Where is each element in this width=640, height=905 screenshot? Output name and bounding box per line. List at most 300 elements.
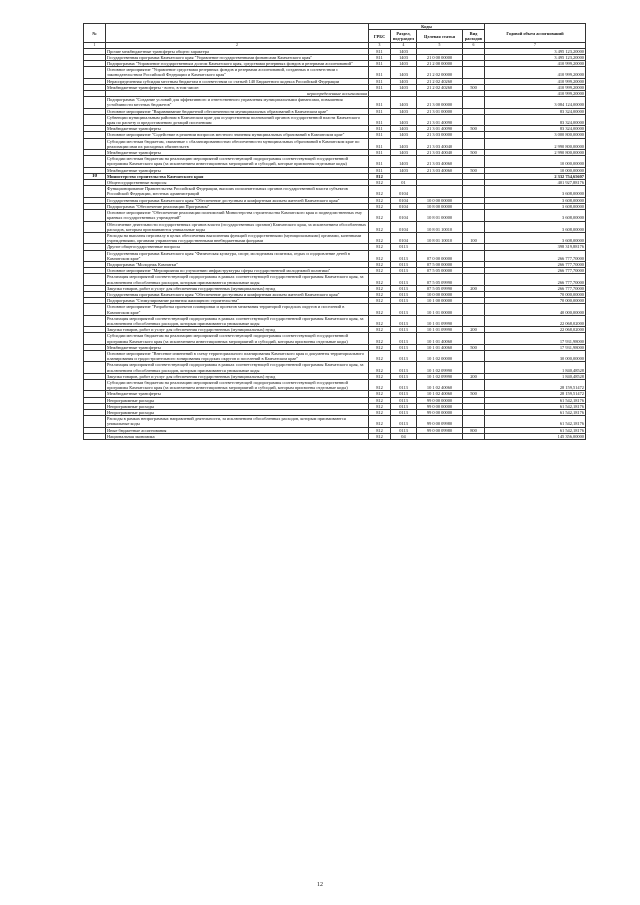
row-name: Основное мероприятие "Содействие в решении вопросов местного значения муниципальных образований в Камчатском крае": [106, 132, 369, 138]
col-vr: Вид расходов: [463, 30, 485, 43]
row-number: [84, 274, 106, 285]
column-index-cell: 7: [485, 43, 586, 48]
row-amount: 17 931,98000: [485, 344, 586, 350]
row-target: 10 1 01 40060: [417, 344, 463, 350]
row-amount: 3 608,00000: [485, 186, 586, 197]
row-name: Основное мероприятие "Обеспечение реализации полномочий Министерства строительства Камчатского края и подведомственных ему краевых государственных учреждений": [106, 210, 369, 221]
row-grbs: 812: [369, 232, 391, 243]
row-name: Непрограммные расходы: [106, 397, 369, 403]
row-target: 10 1 02 40060: [417, 391, 463, 397]
row-vid: [463, 379, 485, 390]
row-target: 10 8 01 10010: [417, 221, 463, 232]
table-body: [84, 48, 586, 439]
row-number: [84, 315, 106, 326]
row-name: Реализация мероприятий соответствующей подпрограммы в рамках соответствующей государственной программы Камчатского края, за исключением обособленных расходов, которым присваиваются уникальные коды: [106, 274, 369, 285]
row-grbs: 812: [369, 410, 391, 416]
row-name: Основное мероприятие "Мероприятия по улучшению инфраструктуры сферы государственной молодежной политики": [106, 268, 369, 274]
row-razdel: 0104: [391, 221, 417, 232]
row-number: [84, 250, 106, 261]
row-grbs: 812: [369, 304, 391, 315]
col-name: [106, 24, 369, 43]
row-grbs: 812: [369, 173, 391, 179]
row-target: 21 3 00 00000: [417, 97, 463, 108]
row-target: 21 2 02 00000: [417, 67, 463, 78]
row-grbs: 812: [369, 391, 391, 397]
row-amount: 3 000 800,00000: [485, 132, 586, 138]
row-number: [84, 232, 106, 243]
row-number: [84, 362, 106, 373]
row-amount: 266 777,70000: [485, 285, 586, 291]
row-grbs: 812: [369, 379, 391, 390]
row-amount: 410 999,20000: [485, 67, 586, 78]
row-vid: [463, 186, 485, 197]
row-target: 99 0 00 09980: [417, 427, 463, 433]
row-name: Функционирование Правительства Российской Федерации, высших исполнительных органов государственной власти субъектов Российской Федерации, местных администраций: [106, 186, 369, 197]
row-vid: [463, 433, 485, 439]
row-razdel: 1403: [391, 108, 417, 114]
row-target: 21 3 01 00000: [417, 108, 463, 114]
row-grbs: 812: [369, 268, 391, 274]
row-razdel: 1403: [391, 126, 417, 132]
row-grbs: 811: [369, 97, 391, 108]
row-name: Обеспечение деятельности государственных органов власти (государственных органов) Камчатского края, за исключением обособленных расходов, которым присваиваются уникальные коды: [106, 221, 369, 232]
row-target: 99 0 00 00000: [417, 397, 463, 403]
table-row: [84, 274, 586, 285]
row-vid: [463, 114, 485, 125]
row-name: Реализация мероприятий соответствующей подпрограммы в рамках соответствующей государственной программы Камчатского края, за исключением обособленных расходов, которым присваиваются уникальные коды: [106, 315, 369, 326]
row-target: 21 3 01 40090: [417, 114, 463, 125]
row-name: Межбюджетные трансферты: [106, 150, 369, 156]
row-razdel: 1403: [391, 138, 417, 149]
table-row: [84, 350, 586, 361]
row-grbs: 812: [369, 315, 391, 326]
row-vid: 200: [463, 327, 485, 333]
row-amount: 17 931,98000: [485, 333, 586, 344]
row-vid: 500: [463, 344, 485, 350]
row-vid: 100: [463, 232, 485, 243]
row-vid: 800: [463, 427, 485, 433]
row-name: Субсидии местным бюджетам, связанные с сбалансированностью обеспеченности муниципальных образований в Камчатском крае по реализации ими их расходных обязательств: [106, 138, 369, 149]
row-target: 99 0 00 00000: [417, 410, 463, 416]
col-amount: Годовой объем ассигнований: [485, 24, 586, 43]
row-grbs: 812: [369, 433, 391, 439]
row-target: 10 0 00 00000: [417, 291, 463, 297]
row-name: Государственная программа Камчатского края "Обеспечение доступным и комфортным жильем жителей Камчатского края": [106, 291, 369, 297]
row-target: 10 1 02 40060: [417, 379, 463, 390]
page-number: 12: [317, 882, 323, 888]
header-row-top: [84, 24, 586, 30]
row-razdel: 0113: [391, 344, 417, 350]
row-name: Подпрограмма "Создание условий для эффективного и ответственного управления муниципальными финансами, повышения устойчивости местных бюджетов": [106, 97, 369, 108]
row-amount: 70 000,00000: [485, 291, 586, 297]
row-razdel: 1403: [391, 48, 417, 54]
row-razdel: 0113: [391, 291, 417, 297]
row-razdel: 0113: [391, 350, 417, 361]
column-index-cell: 5: [417, 43, 463, 48]
row-razdel: 1403: [391, 97, 417, 108]
row-amount: 22 068,02000: [485, 327, 586, 333]
row-razdel: 1403: [391, 61, 417, 67]
row-amount: 40 000,00000: [485, 304, 586, 315]
row-target: 10 1 00 00000: [417, 298, 463, 304]
row-number: [84, 379, 106, 390]
row-vid: 200: [463, 285, 485, 291]
row-grbs: 811: [369, 108, 391, 114]
row-amount: 83 324,00000: [485, 114, 586, 125]
row-grbs: 812: [369, 350, 391, 361]
row-name: Межбюджетные трансферты: [106, 391, 369, 397]
row-razdel: 1403: [391, 84, 417, 90]
row-target: 10 1 01 40060: [417, 333, 463, 344]
row-target: 07 5 00 00000: [417, 261, 463, 267]
table-row: [84, 156, 586, 167]
row-amount: 61 542,18176: [485, 410, 586, 416]
row-name: Расходы в рамках непрограммых направлений деятельности, за исключением обособленных расходов, которым присваиваются уникальные коды: [106, 416, 369, 427]
row-razdel: 0113: [391, 379, 417, 390]
row-grbs: 812: [369, 416, 391, 427]
row-grbs: 812: [369, 250, 391, 261]
table-row: [84, 379, 586, 390]
row-target: 21 2 00 00000: [417, 61, 463, 67]
row-vid: [463, 315, 485, 326]
row-grbs: 812: [369, 362, 391, 373]
row-razdel: 0113: [391, 298, 417, 304]
row-grbs: 812: [369, 298, 391, 304]
row-razdel: 0113: [391, 268, 417, 274]
row-amount: 2 332 754,65607: [485, 173, 586, 179]
row-target: 21 0 00 00000: [417, 54, 463, 60]
row-amount: 3 608,00000: [485, 203, 586, 209]
row-amount: 10 000,00000: [485, 167, 586, 173]
row-amount: 2 990 800,00000: [485, 138, 586, 149]
row-razdel: 0113: [391, 373, 417, 379]
table-row: [84, 186, 586, 197]
col-codes: Коды: [369, 24, 485, 30]
row-number: [84, 138, 106, 149]
row-razdel: 0113: [391, 362, 417, 373]
row-razdel: 0113: [391, 250, 417, 261]
row-target: 10 1 02 09990: [417, 373, 463, 379]
row-razdel: 0113: [391, 327, 417, 333]
row-number: [84, 333, 106, 344]
row-name: Национальная экономика: [106, 433, 369, 439]
row-target: [417, 186, 463, 197]
row-vid: 500: [463, 150, 485, 156]
row-target: 21 3 03 40060: [417, 156, 463, 167]
table-row: [84, 250, 586, 261]
row-vid: 500: [463, 126, 485, 132]
row-grbs: 812: [369, 344, 391, 350]
row-vid: [463, 304, 485, 315]
row-vid: 500: [463, 84, 485, 90]
budget-table-sheet: [83, 23, 585, 440]
table-row: [84, 138, 586, 149]
row-number: [84, 304, 106, 315]
row-razdel: 0113: [391, 397, 417, 403]
row-target: 07 5 05 09990: [417, 285, 463, 291]
row-target: 10 1 01 09990: [417, 327, 463, 333]
row-grbs: 812: [369, 327, 391, 333]
row-name: Основное мероприятие "Управление средствами резервных фондов и резервами ассигнований, созданных в соответствии с законодательством Российской Федерации и Камчатского края": [106, 67, 369, 78]
row-grbs: 812: [369, 285, 391, 291]
row-target: 07 5 05 09990: [417, 274, 463, 285]
row-razdel: 0113: [391, 410, 417, 416]
row-grbs: 811: [369, 126, 391, 132]
row-amount: 70 000,00000: [485, 298, 586, 304]
row-razdel: 1403: [391, 132, 417, 138]
row-grbs: 811: [369, 61, 391, 67]
row-razdel: 0113: [391, 391, 417, 397]
row-amount: 30 000,00000: [485, 350, 586, 361]
row-number: [84, 221, 106, 232]
row-grbs: 812: [369, 186, 391, 197]
row-grbs: 811: [369, 167, 391, 173]
row-amount: 410 999,20000: [485, 61, 586, 67]
row-name: Расходы на выплаты персоналу в целях обеспечения выполнения функций государственными (муниципальными) органами, казенными учреждениями, органами управления государственными внебюджетными фондами: [106, 232, 369, 243]
row-amount: 28 159,51472: [485, 391, 586, 397]
row-target: 21 3 03 00000: [417, 132, 463, 138]
row-amount: 61 542,18176: [485, 403, 586, 409]
row-amount: 2 990 800,00000: [485, 150, 586, 156]
row-name: Субсидии местным бюджетам на реализацию мероприятий соответствующей подпрограммы соответствующей государственной программы Камчатского края (за исключением инвестиционных мероприятий и субсидий, которым присвоены отдельные коды): [106, 379, 369, 390]
row-number: [84, 67, 106, 78]
row-amount: 398 319,88176: [485, 244, 586, 250]
budget-table: [83, 23, 586, 440]
table-row: [84, 362, 586, 373]
row-amount: 3 495 123,20000: [485, 54, 586, 60]
column-index-cell: 1: [84, 43, 106, 48]
row-name: Закупка товаров, работ и услуг для обеспечения государственных (муниципальных) нужд: [106, 285, 369, 291]
row-name: Прочие межбюджетные трансферты общего характера: [106, 48, 369, 54]
row-target: 21 2 02 40260: [417, 78, 463, 84]
row-amount: 3 608,00000: [485, 210, 586, 221]
row-target: 10 8 00 00000: [417, 203, 463, 209]
row-grbs: 812: [369, 373, 391, 379]
row-name: нераспределенные ассигнования: [106, 91, 369, 97]
row-target: [417, 433, 463, 439]
row-target: 99 0 00 00000: [417, 403, 463, 409]
row-amount: 266 777,70000: [485, 274, 586, 285]
row-name: Государственная программа Камчатского края "Физическая культура, спорт, молодежная политика, отдых и оздоровление детей в Камчатском крае": [106, 250, 369, 261]
row-name: Государственная программа Камчатского края "Обеспечение доступным и комфортным жильем жителей Камчатского края": [106, 197, 369, 203]
row-vid: [463, 274, 485, 285]
row-amount: 1 840,48528: [485, 373, 586, 379]
row-target: 10 8 01 00000: [417, 210, 463, 221]
table-row: [84, 221, 586, 232]
row-grbs: 812: [369, 203, 391, 209]
row-amount: 3 608,00000: [485, 197, 586, 203]
col-grbs: ГРБС: [369, 30, 391, 43]
row-name: Межбюджетные трансферты: [106, 126, 369, 132]
row-vid: [463, 156, 485, 167]
row-vid: [463, 362, 485, 373]
table-row: [84, 433, 586, 439]
row-name: Непрограммные расходы: [106, 410, 369, 416]
row-name: Подпрограмма "Управление государственным долгом Камчатского края, средствами резервных фондов и резервами ассигнований": [106, 61, 369, 67]
row-razdel: 0113: [391, 403, 417, 409]
row-target: 21 3 03 40040: [417, 138, 463, 149]
row-razdel: 0104: [391, 232, 417, 243]
row-razdel: 0104: [391, 186, 417, 197]
row-razdel: 0113: [391, 285, 417, 291]
row-grbs: 811: [369, 67, 391, 78]
col-cs: Целевая статья: [417, 30, 463, 43]
row-number: [84, 350, 106, 361]
row-target: 07 0 00 00000: [417, 250, 463, 261]
row-grbs: 811: [369, 138, 391, 149]
row-target: 07 5 05 00000: [417, 268, 463, 274]
row-vid: [463, 350, 485, 361]
row-target: 10 1 02 09990: [417, 362, 463, 373]
row-amount: 61 542,18176: [485, 416, 586, 427]
row-number: [84, 416, 106, 427]
row-target: 21 3 03 40040: [417, 150, 463, 156]
row-razdel: 1403: [391, 78, 417, 84]
row-grbs: 812: [369, 210, 391, 221]
row-grbs: 812: [369, 397, 391, 403]
row-grbs: 811: [369, 48, 391, 54]
row-razdel: 0113: [391, 304, 417, 315]
row-amount: 145 356,00000: [485, 433, 586, 439]
row-amount: 61 542,18176: [485, 427, 586, 433]
row-vid: [463, 416, 485, 427]
row-grbs: 812: [369, 221, 391, 232]
table-row: [84, 416, 586, 427]
col-num: №: [84, 24, 106, 43]
column-index-cell: 4: [391, 43, 417, 48]
row-grbs: 812: [369, 333, 391, 344]
row-name: Реализация мероприятий соответствующей подпрограммы в рамках соответствующей государственной программы Камчатского края, за исключением обособленных расходов, которым присваиваются уникальные коды: [106, 362, 369, 373]
row-razdel: 0113: [391, 333, 417, 344]
row-vid: [463, 333, 485, 344]
row-name: Подпрограмма "Молодежь Камчатки": [106, 261, 369, 267]
row-amount: 83 324,00000: [485, 126, 586, 132]
row-name: Межбюджетные трансферты: [106, 167, 369, 173]
row-name: Субвенции муниципальным районам в Камчатском крае для осуществления полномочий органов государственной власти Камчатского края по расчету и предоставлению дотаций поселениям: [106, 114, 369, 125]
row-name: Общегосударственные вопросы: [106, 180, 369, 186]
row-grbs: 811: [369, 132, 391, 138]
row-target: 21 2 02 40260: [417, 84, 463, 90]
row-name: Иные бюджетные ассигнования: [106, 427, 369, 433]
row-name: Основное мероприятие "Внесение изменений в схему территориального планирования Камчатского края и документы территориального планирования и градостроительного зонирования городских округов и поселений в Камчатском крае": [106, 350, 369, 361]
row-number: [84, 156, 106, 167]
row-name: Министерство строительства Камчатского края: [106, 173, 369, 179]
row-number: [84, 210, 106, 221]
row-target: 10 8 01 10010: [417, 232, 463, 243]
row-amount: 3 084 124,00000: [485, 97, 586, 108]
row-target: 21 3 01 40090: [417, 126, 463, 132]
row-amount: 28 159,51472: [485, 379, 586, 390]
row-name: Государственная программа Камчатского края "Управление государственными финансами Камчатского края": [106, 54, 369, 60]
row-grbs: 811: [369, 114, 391, 125]
table-row: [84, 315, 586, 326]
table-row: [84, 232, 586, 243]
row-razdel: 0113: [391, 274, 417, 285]
row-grbs: 811: [369, 150, 391, 156]
row-razdel: 0113: [391, 261, 417, 267]
row-razdel: 0113: [391, 427, 417, 433]
table-row: [84, 97, 586, 108]
row-razdel: 0113: [391, 416, 417, 427]
row-amount: 10 000,00000: [485, 156, 586, 167]
col-razdel: Раздел, под-раздел: [391, 30, 417, 43]
row-razdel: 01: [391, 180, 417, 186]
row-target: 10 1 02 00000: [417, 350, 463, 361]
row-razdel: 0113: [391, 315, 417, 326]
row-target: 10 0 00 00000: [417, 197, 463, 203]
row-razdel: 1403: [391, 54, 417, 60]
row-number: 10: [84, 173, 106, 179]
row-name: Межбюджетные трансферты - всего, в том числе:: [106, 84, 369, 90]
row-name: Подпрограмма "Обеспечение реализации Программы": [106, 203, 369, 209]
row-amount: 3 495 123,20000: [485, 48, 586, 54]
row-name: Закупка товаров, работ и услуг для обеспечения государственных (муниципальных) нужд: [106, 373, 369, 379]
row-name: Подпрограмма "Стимулирование развития жилищного строительства": [106, 298, 369, 304]
row-amount: 401 927,88176: [485, 180, 586, 186]
row-vid: 200: [463, 373, 485, 379]
row-razdel: 0113: [391, 244, 417, 250]
table-row: [84, 114, 586, 125]
row-razdel: 1403: [391, 67, 417, 78]
row-vid: [463, 210, 485, 221]
table-row: [84, 304, 586, 315]
row-amount: 22 068,02000: [485, 315, 586, 326]
row-name: Закупка товаров, работ и услуг для обеспечения государственных (муниципальных) нужд: [106, 327, 369, 333]
row-amount: 266 777,70000: [485, 250, 586, 261]
column-index-cell: 6: [463, 43, 485, 48]
row-amount: 410 999,20000: [485, 78, 586, 84]
row-name: Основное мероприятие "Выравнивание бюджетной обеспеченности муниципальных образований в Камчатском крае": [106, 108, 369, 114]
column-index-cell: 3: [369, 43, 391, 48]
row-amount: 1 840,48528: [485, 362, 586, 373]
row-amount: 3 608,00000: [485, 232, 586, 243]
row-amount: 83 324,00000: [485, 108, 586, 114]
row-number: [84, 186, 106, 197]
row-number: [84, 114, 106, 125]
row-amount: 410 999,20000: [485, 91, 586, 97]
row-amount: 61 542,18176: [485, 397, 586, 403]
row-grbs: 812: [369, 274, 391, 285]
row-vid: [463, 250, 485, 261]
row-grbs: 812: [369, 244, 391, 250]
row-grbs: 811: [369, 156, 391, 167]
row-target: 21 3 03 40060: [417, 167, 463, 173]
row-amount: 266 777,70000: [485, 261, 586, 267]
row-name: Субсидии местным бюджетам на реализацию мероприятий соответствующей подпрограммы соответствующей государственной программы Камчатского края (за исключением инвестиционных мероприятий и субсидий, которым присвоены отдельные коды): [106, 333, 369, 344]
row-vid: [463, 67, 485, 78]
row-amount: 410 999,20000: [485, 84, 586, 90]
row-target: 99 0 00 09980: [417, 416, 463, 427]
row-number: [84, 433, 106, 439]
table-row: [84, 333, 586, 344]
row-razdel: 1403: [391, 150, 417, 156]
row-grbs: 812: [369, 291, 391, 297]
row-razdel: 0104: [391, 203, 417, 209]
row-name: Непрограммные расходы: [106, 403, 369, 409]
column-index-cell: 2: [106, 43, 369, 48]
row-vid: [463, 97, 485, 108]
row-name: Нераспределенная субсидия местным бюджетам в соответствии со статьей 140 Бюджетного кодекса Российской Федерации: [106, 78, 369, 84]
row-name: Другие общегосударственные вопросы: [106, 244, 369, 250]
row-name: Основное мероприятие "Разработка проектов планировки и проектов межевания территорий городских округов и поселений в Камчатском крае": [106, 304, 369, 315]
row-grbs: 812: [369, 261, 391, 267]
row-amount: 3 608,00000: [485, 221, 586, 232]
row-razdel: 0104: [391, 197, 417, 203]
row-grbs: 812: [369, 197, 391, 203]
row-vid: [463, 221, 485, 232]
row-name: Субсидии местным бюджетам на реализацию мероприятий соответствующей подпрограммы соответствующей государственной программы Камчатского края (за исключением инвестиционных мероприятий и субсидий, которые присвоены отдельные коды): [106, 156, 369, 167]
row-grbs: 811: [369, 78, 391, 84]
